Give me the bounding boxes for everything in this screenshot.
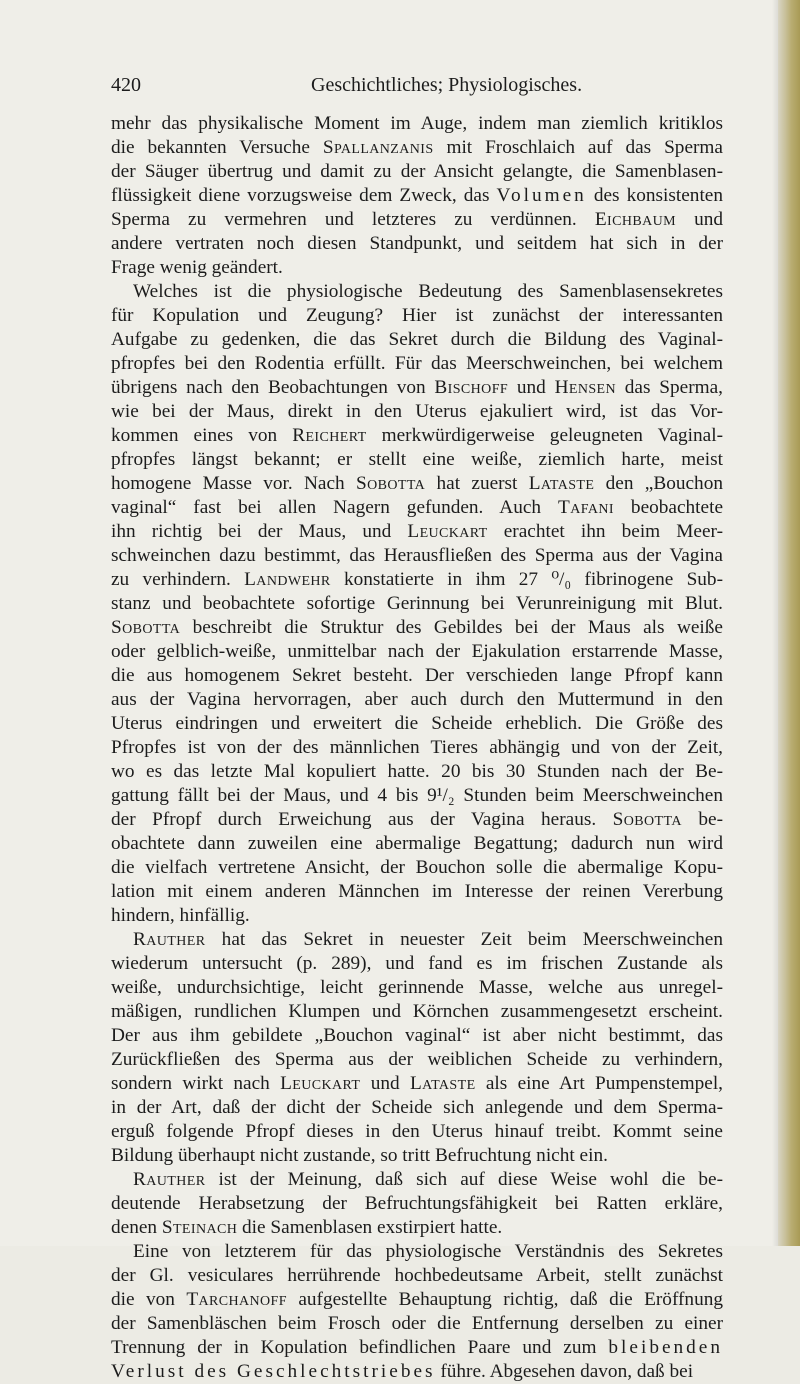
text-run: vaginal“ fast bei allen Nagern gefunden. Auch — [111, 497, 559, 518]
text-line — [111, 712, 723, 736]
text-line — [111, 496, 723, 520]
author-name: Bischoff — [434, 377, 509, 398]
author-name: Steinach — [161, 1217, 238, 1238]
text-run: der Gl. vesiculares herrührende hochbedeutsame Arbeit, stellt zunächst — [111, 1265, 723, 1286]
text-line — [111, 448, 723, 472]
text-run: der Pfropf durch Erweichung aus der Vagina heraus. — [111, 809, 613, 830]
text-run: hindern, hinfällig. — [111, 905, 250, 926]
text-line — [111, 1096, 723, 1120]
text-line — [111, 280, 723, 304]
text-line — [111, 136, 723, 160]
author-name: Leuckart — [407, 521, 488, 542]
text-run: Trennung der in Kopulation befindlichen Paare und zum — [111, 1337, 609, 1358]
text-run: flüssigkeit diene vorzugsweise dem Zweck, das — [111, 185, 497, 206]
text-line — [111, 1360, 723, 1384]
text-run: der Samenbläschen beim Frosch oder die Entfernung derselben zu einer — [111, 1313, 723, 1334]
text-run: die vielfach vertretene Ansicht, der Bouchon solle die abermalige Kopu- — [111, 857, 723, 878]
text-line — [111, 160, 723, 184]
text-line — [111, 808, 723, 832]
text-run: das Sperma, — [616, 377, 723, 398]
text-line — [111, 952, 723, 976]
text-line — [111, 1072, 723, 1096]
text-run: lation mit einem anderen Männchen im Interesse der reinen Vererbung — [111, 881, 723, 902]
text-line — [111, 856, 723, 880]
text-line — [111, 376, 723, 400]
text-run: homogene Masse vor. Nach — [111, 473, 356, 494]
text-line — [111, 568, 723, 592]
text-line — [111, 976, 723, 1000]
text-run: führe. Abgesehen davon, daß bei — [435, 1361, 694, 1382]
text-line — [111, 880, 723, 904]
text-line — [111, 1264, 723, 1288]
text-run: Uterus eindringen und erweitert die Scheide erheblich. Die Größe des — [111, 713, 723, 734]
author-name: Leuckart — [280, 1073, 361, 1094]
text-line — [111, 784, 723, 808]
text-line — [111, 304, 723, 328]
author-name: Sobotta — [111, 617, 181, 638]
text-line — [111, 688, 723, 712]
emphasized-text: bleibenden — [608, 1337, 723, 1358]
page-edge — [778, 0, 800, 1246]
emphasized-text: Verlust des Geschlechtstriebes — [111, 1361, 436, 1382]
text-run: Pfropfes ist von der des männlichen Tieres abhängig und von der Zeit, — [111, 737, 723, 758]
text-run: andere vertraten noch diesen Standpunkt, und seitdem hat sich in der — [111, 233, 723, 254]
text-line — [111, 640, 723, 664]
text-run: ihn richtig bei der Maus, und — [111, 521, 408, 542]
page-number: 420 — [111, 74, 141, 96]
text-line — [111, 544, 723, 568]
text-run: und — [675, 209, 723, 230]
text-run: obachtete dann zuweilen eine abermalige Begattung; dadurch nun wird — [111, 833, 723, 854]
author-name: Hensen — [554, 377, 616, 398]
text-run: die Samenblasen exstirpiert hatte. — [237, 1217, 503, 1238]
text-run: denen — [111, 1217, 162, 1238]
text-line — [111, 616, 723, 640]
text-run: und — [360, 1073, 410, 1094]
emphasized-text: Volumen — [496, 185, 587, 206]
text-run: übrigens nach den Beobachtungen von — [111, 377, 435, 398]
text-run: weiße, undurchsichtige, leicht gerinnende Masse, welche aus unregel- — [111, 977, 723, 998]
text-run: die von — [111, 1289, 187, 1310]
text-line — [111, 1216, 723, 1240]
text-line — [111, 112, 723, 136]
text-line — [111, 472, 723, 496]
text-line — [111, 328, 723, 352]
text-run: aufgestellte Behauptung richtig, daß die Eröffnung — [286, 1289, 723, 1310]
text-line — [111, 520, 723, 544]
text-run: die bekannten Versuche — [111, 137, 323, 158]
text-line — [111, 664, 723, 688]
text-run: Welches ist die physiologische Bedeutung des Samenblasensekretes — [133, 281, 723, 302]
text-run: sondern wirkt nach — [111, 1073, 281, 1094]
text-line — [111, 904, 723, 928]
text-run: mit Froschlaich auf das Sperma — [433, 137, 723, 158]
running-title: Geschichtliches; Physiologisches. — [311, 74, 583, 96]
page-header — [111, 74, 721, 100]
text-line — [111, 760, 723, 784]
author-name: Tafani — [558, 497, 614, 518]
text-run: hat das Sekret in neuester Zeit beim Meerschweinchen — [205, 929, 723, 950]
text-line — [111, 400, 723, 424]
text-run: hat zuerst — [425, 473, 529, 494]
text-run: beobachtete — [613, 497, 723, 518]
author-name: Landwehr — [244, 569, 331, 590]
text-run: als eine Art Pumpenstempel, — [475, 1073, 723, 1094]
text-run: Der aus ihm gebildete „Bouchon vaginal“ ist aber nicht bestimmt, das — [111, 1025, 723, 1046]
text-run: pfropfes längst bekannt; er stellt eine weiße, ziemlich harte, meist — [111, 449, 723, 470]
text-run: für Kopulation und Zeugung? Hier ist zunächst der interessanten — [111, 305, 723, 326]
text-run: der Säuger übertrug und damit zu der Ansicht gelangte, die Samenblasen- — [111, 161, 723, 182]
author-name: Rauther — [133, 1169, 206, 1190]
text-line — [111, 256, 723, 280]
author-name: Lataste — [409, 1073, 476, 1094]
text-run: ist der Meinung, daß sich auf diese Weise wohl die be- — [205, 1169, 723, 1190]
text-run: gattung fällt bei der Maus, und 4 bis 9¹/₂ Stunden beim Meerschweinchen — [111, 785, 723, 806]
text-run: deutende Herabsetzung der Befruchtungsfähigkeit bei Ratten erkläre, — [111, 1193, 723, 1214]
text-run: schweinchen dazu bestimmt, das Herausfließen des Sperma aus der Vagina — [111, 545, 723, 566]
text-line — [111, 352, 723, 376]
text-run: kommen eines von — [111, 425, 293, 446]
text-line — [111, 1144, 723, 1168]
text-run: be- — [681, 809, 723, 830]
text-line — [111, 1048, 723, 1072]
text-run: wo es das letzte Mal kopuliert hatte. 20 bis 30 Stunden nach der Be- — [111, 761, 723, 782]
author-name: Tarchanoff — [186, 1289, 287, 1310]
text-line — [111, 1312, 723, 1336]
text-line — [111, 592, 723, 616]
text-run: merkwürdigerweise geleugneten Vaginal- — [366, 425, 723, 446]
text-run: Aufgabe zu gedenken, die das Sekret durch die Bildung des Vaginal- — [111, 329, 723, 350]
text-run: Frage wenig geändert. — [111, 257, 283, 278]
text-line — [111, 1168, 723, 1192]
text-run: die aus homogenem Sekret besteht. Der verschieden lange Pfropf kann — [111, 665, 723, 686]
text-line — [111, 832, 723, 856]
text-run: oder gelblich-weiße, unmittelbar nach der Ejakulation erstarrende Masse, — [111, 641, 723, 662]
text-run: in der Art, daß der dicht der Scheide sich anlegende und dem Sperma- — [111, 1097, 723, 1118]
text-run: erguß folgende Pfropf dieses in den Uterus hinauf treibt. Kommt seine — [111, 1121, 723, 1142]
text-line — [111, 232, 723, 256]
text-run: und — [508, 377, 555, 398]
author-name: Sobotta — [356, 473, 426, 494]
text-line — [111, 1288, 723, 1312]
text-run: Bildung überhaupt nicht zustande, so tritt Befruchtung nicht ein. — [111, 1145, 608, 1166]
text-run: pfropfes bei den Rodentia erfüllt. Für das Meerschweinchen, bei welchem — [111, 353, 723, 374]
author-name: Eichbaum — [594, 209, 676, 230]
text-line — [111, 208, 723, 232]
text-line — [111, 1240, 723, 1264]
text-line — [111, 1024, 723, 1048]
text-run: wiederum untersucht (p. 289), und fand es im frischen Zustande als — [111, 953, 723, 974]
text-run: erachtet ihn beim Meer- — [487, 521, 723, 542]
author-name: Lataste — [528, 473, 595, 494]
text-line — [111, 928, 723, 952]
text-run: mäßigen, rundlichen Klumpen und Körnchen zusammengesetzt erscheint. — [111, 1001, 723, 1022]
text-line — [111, 1192, 723, 1216]
text-line — [111, 1120, 723, 1144]
text-line — [111, 1000, 723, 1024]
text-run: zu verhindern. — [111, 569, 245, 590]
text-line — [111, 1336, 723, 1360]
text-run: Eine von letzterem für das physiologische Verständnis des Sekretes — [133, 1241, 723, 1262]
text-run: Sperma zu vermehren und letzteres zu verdünnen. — [111, 209, 595, 230]
text-line — [111, 184, 723, 208]
text-run: wie bei der Maus, direkt in den Uterus ejakuliert wird, ist das Vor- — [111, 401, 723, 422]
text-run: konstatierte in ihm 27 ⁰/₀ fibrinogene Sub- — [330, 569, 723, 590]
text-run: aus der Vagina hervorragen, aber auch durch den Muttermund in den — [111, 689, 723, 710]
text-line — [111, 736, 723, 760]
text-line — [111, 424, 723, 448]
text-run: Zurückfließen des Sperma aus der weiblichen Scheide zu verhindern, — [111, 1049, 723, 1070]
author-name: Reichert — [292, 425, 367, 446]
author-name: Spallanzanis — [322, 137, 434, 158]
text-run: stanz und beobachtete sofortige Gerinnung bei Verunreinigung mit Blut. — [111, 593, 723, 614]
author-name: Rauther — [133, 929, 206, 950]
text-run: mehr das physikalische Moment im Auge, indem man ziemlich kritiklos — [111, 113, 723, 134]
text-run: den „Bouchon — [594, 473, 723, 494]
text-run: des konsistenten — [586, 185, 723, 206]
body-text — [111, 112, 723, 1384]
text-run: beschreibt die Struktur des Gebildes bei der Maus als weiße — [180, 617, 723, 638]
author-name: Sobotta — [612, 809, 682, 830]
